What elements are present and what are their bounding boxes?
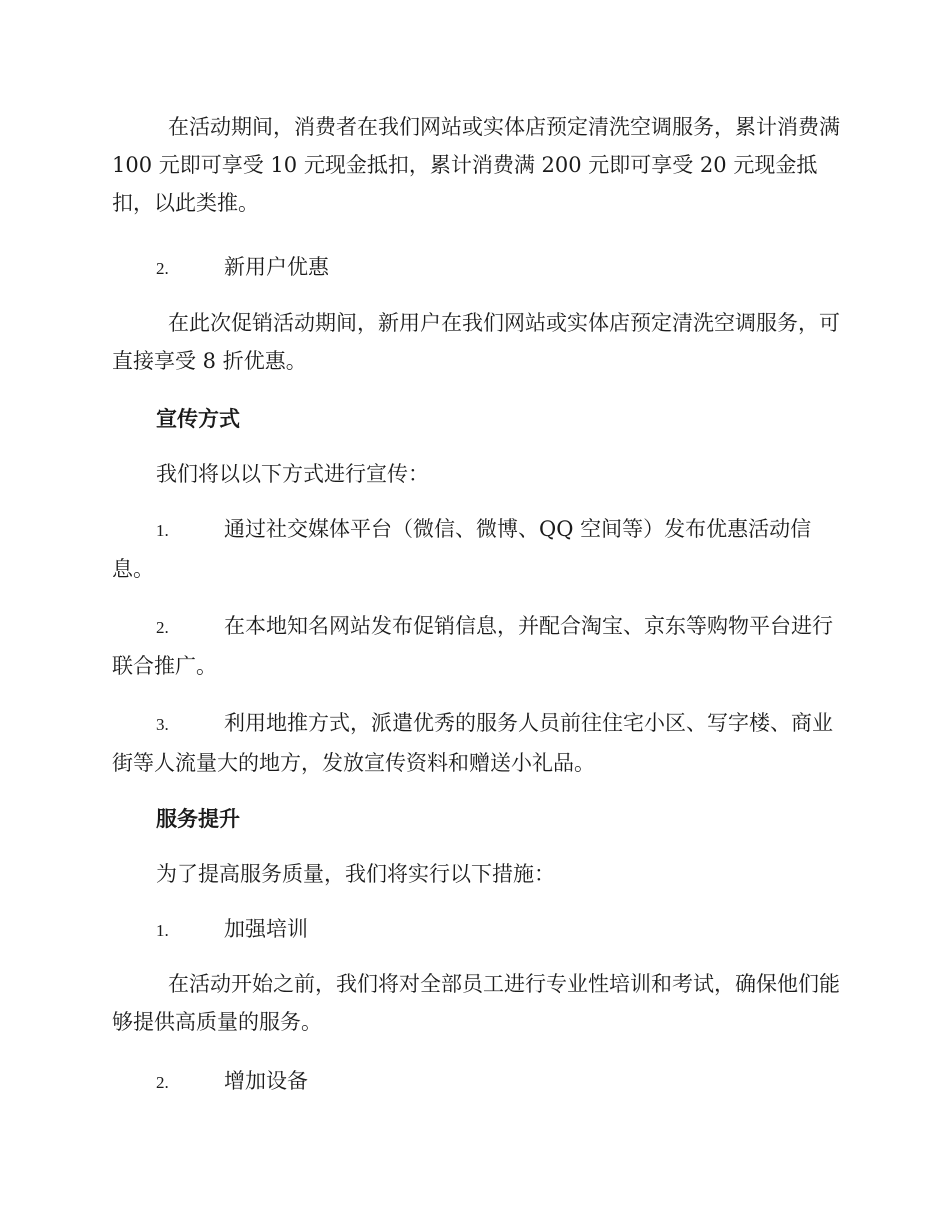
- heading-promotion: 宣传方式: [156, 407, 240, 431]
- list-item-promo-1: [112, 510, 840, 588]
- list-item-promo-3: [112, 704, 840, 782]
- list-text: 利用地推方式，派遣优秀的服务人员前往住宅小区、写字楼、商业街等人流量大的地方，发放宣传资料和赠送小礼品。: [112, 711, 833, 775]
- list-number: 2.: [156, 1073, 169, 1092]
- list-label: 新用户优惠: [224, 255, 329, 279]
- paragraph-discount-rules: 在活动期间，消费者在我们网站或实体店预定清洗空调服务，累计消费满 100 元即可享受 10 元现金抵扣，累计消费满 200 元即可享受 20 元现金抵扣，以此类推。: [112, 115, 840, 215]
- list-number: 1.: [156, 921, 169, 940]
- list-label: 增加设备: [224, 1069, 308, 1093]
- paragraph-promotion-intro: 我们将以以下方式进行宣传：: [156, 462, 429, 486]
- list-item-promo-2: [112, 607, 840, 685]
- list-number: 2.: [156, 618, 169, 637]
- list-number: 3.: [156, 715, 169, 734]
- heading-service: 服务提升: [156, 807, 240, 831]
- list-item-training: [156, 910, 308, 950]
- list-number: 1.: [156, 521, 169, 540]
- paragraph-training: 在活动开始之前，我们将对全部员工进行专业性培训和考试，确保他们能够提供高质量的服务。: [112, 972, 840, 1034]
- list-number: 2.: [156, 259, 169, 278]
- list-item-new-user: [156, 248, 329, 288]
- paragraph-new-user-discount: 在此次促销活动期间，新用户在我们网站或实体店预定清洗空调服务，可直接享受 8 折优惠。: [112, 311, 840, 373]
- paragraph-service-intro: 为了提高服务质量，我们将实行以下措施：: [156, 862, 555, 886]
- list-item-equipment: [156, 1062, 308, 1102]
- list-text: 通过社交媒体平台（微信、微博、QQ 空间等）发布优惠活动信息。: [112, 517, 812, 581]
- list-label: 加强培训: [224, 917, 308, 941]
- list-text: 在本地知名网站发布促销信息，并配合淘宝、京东等购物平台进行联合推广。: [112, 614, 833, 678]
